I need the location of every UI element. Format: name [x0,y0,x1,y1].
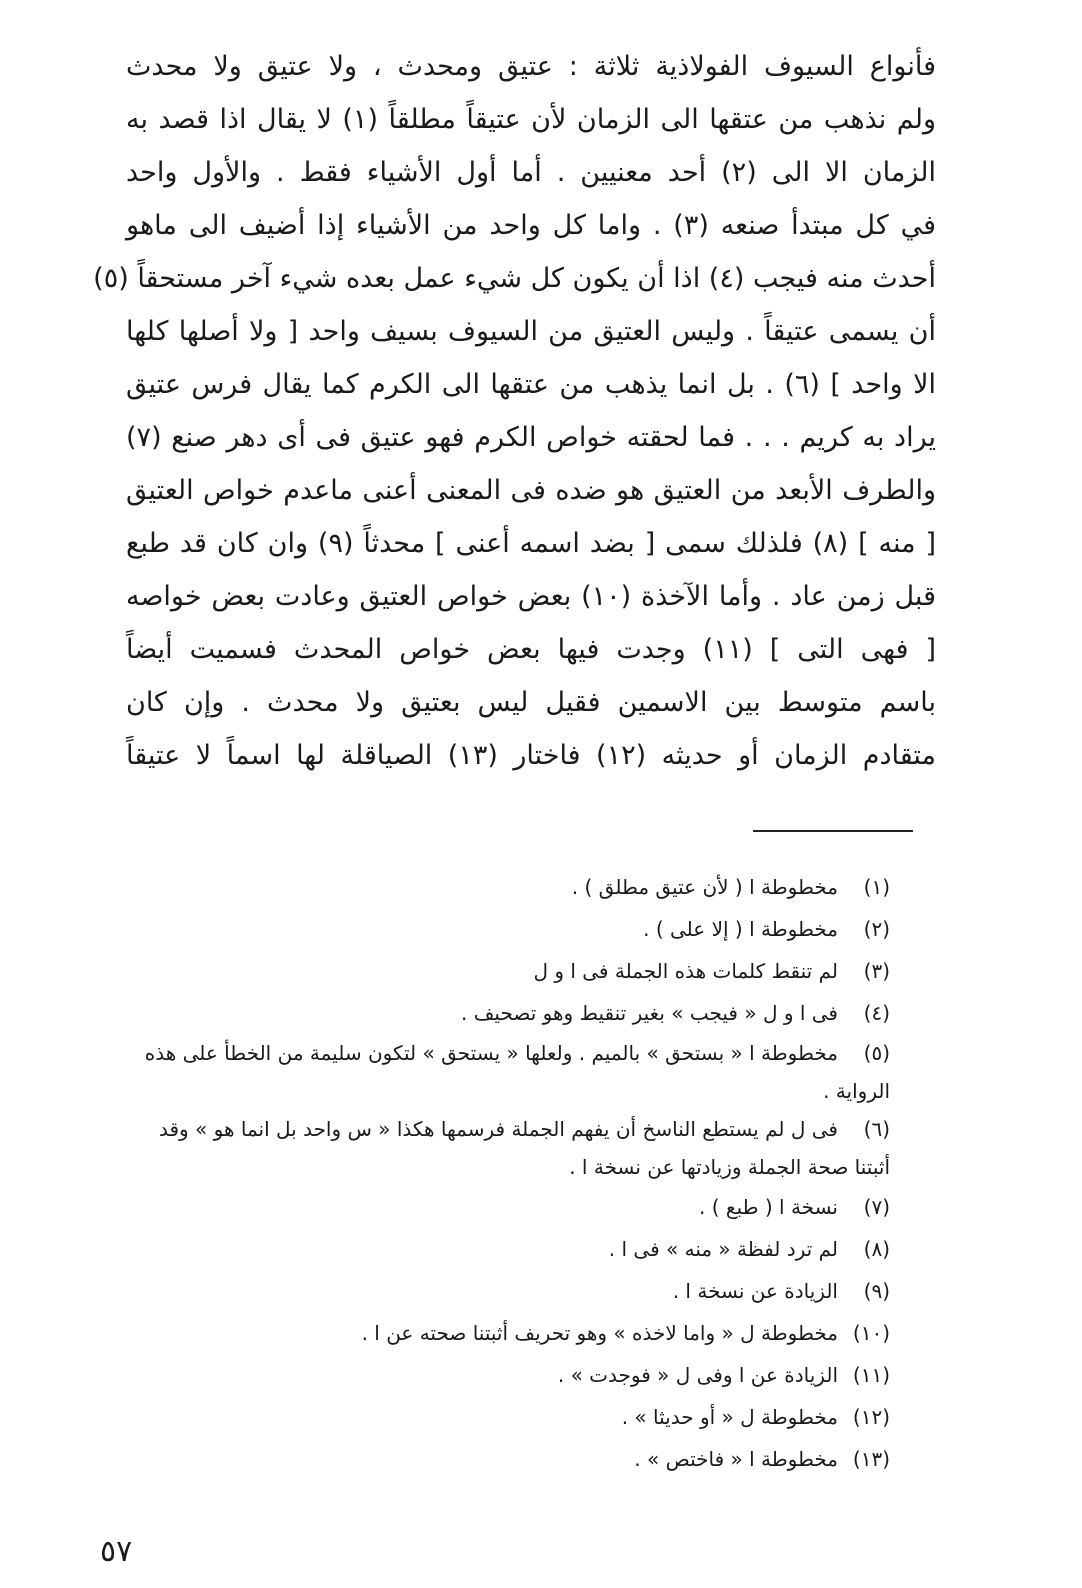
footnote-number: (١٣) [852,1447,890,1471]
footnote-text: مخطوطة ل « أو حديثا » . [621,1405,838,1429]
footnote-text: الزيادة عن ا وفى ل « فوجدت » . [557,1363,838,1387]
footnote-number: (١) [863,875,890,899]
footnote-text: الزيادة عن نسخة ا . [672,1279,838,1303]
footnote [120,950,890,992]
footnote [120,908,890,950]
page-number: ٥٧ [100,1534,133,1569]
footnote [120,1228,890,1270]
footnote-number: (٥) [863,1041,890,1065]
footnote [120,1270,890,1312]
footnote-text: لم تنقط كلمات هذه الجملة فى ا و ل [533,959,838,983]
footnote-number: (١٠) [852,1321,890,1345]
footnote-text: فى ا و ل « فيجب » بغير تنقيط وهو تصحيف . [460,1001,838,1025]
body-line: أن يسمى عتيقاً . وليس العتيق من السيوف بسيف واحد [ ولا أصلها كلها [126,316,936,347]
footnote [120,1312,890,1354]
footnote-text: فى ل لم يستطع الناسخ أن يفهم الجملة فرسمها هكذا « س واحد بل انما هو » وقد أثبتنا صحة الجملة وزيادتها عن نسخة ا . [158,1117,890,1179]
body-line: والطرف الأبعد من العتيق هو ضده فى المعنى أعنى ماعدم خواص العتيق [126,475,936,506]
body-line: يراد به كريم . . . فما لحقته خواص الكرم فهو عتيق فى أى دهر صنع (٧) [126,422,936,453]
body-line: الا واحد ] (٦) . بل انما يذهب من عتقها الى الكرم كما يقال فرس عتيق [126,369,936,400]
footnote-number: (٨) [863,1237,890,1261]
footnote [120,1110,890,1186]
footnote [120,866,890,908]
body-line: متقادم الزمان أو حديثه (١٢) فاختار (١٣) الصياقلة لها اسماً لا عتيقاً [126,740,936,771]
body-line: ولم نذهب من عتقها الى الزمان لأن عتيقاً مطلقاً (١) لا يقال اذا قصد به [126,104,936,135]
footnote-number: (١٢) [852,1405,890,1429]
body-line: [ منه ] (٨) فلذلك سمى [ بضد اسمه أعنى ] محدثاً (٩) وان كان قد طبع [126,528,937,559]
footnote-number: (٣) [863,959,890,983]
body-line: في كل مبتدأ صنعه (٣) . واما كل واحد من الأشياء إذا أضيف الى ماهو [126,210,936,241]
footnote-number: (٤) [863,1001,890,1025]
footnote-number: (٦) [863,1117,890,1141]
footnote [120,992,890,1034]
body-line: قبل زمن عاد . وأما الآخذة (١٠) بعض خواص العتيق وعادت بعض خواصه [126,581,936,612]
body-line: فأنواع السيوف الفولاذية ثلاثة : عتيق ومحدث ، ولا عتيق ولا محدث [126,51,936,82]
footnote-number: (٧) [863,1195,890,1219]
footnotes [120,866,890,1480]
footnote-text: نسخة ا ( طبع ) . [699,1195,838,1219]
footnote-number: (٢) [863,917,890,941]
body-line: الزمان الا الى (٢) أحد معنيين . أما أول الأشياء فقط . والأول واحد [126,157,936,188]
body-line: [ فهى التى ] (١١) وجدت فيها بعض خواص المحدث فسميت أيضاً [126,634,936,665]
footnote-text: مخطوطة ا « فاختص » . [634,1447,838,1471]
footnote [120,1354,890,1396]
footnote-number: (٩) [863,1279,890,1303]
footnote [120,1438,890,1480]
footnote-text: مخطوطة ا ( لأن عتيق مطلق ) . [571,875,838,899]
footnote [120,1034,890,1110]
footnote [120,1396,890,1438]
body-line: باسم متوسط بين الاسمين فقيل ليس بعتيق ولا محدث . وإن كان [126,687,936,718]
footnote-text: مخطوطة ا « بستحق » بالميم . ولعلها « يستحق » لتكون سليمة من الخطأ على هذه الرواية . [144,1041,890,1103]
footnote-text: مخطوطة ل « واما لاخذه » وهو تحريف أثبتنا صحته عن ا . [361,1321,838,1345]
footnote [120,1186,890,1228]
footnote-number: (١١) [852,1363,890,1387]
body-line: أحدث منه فيجب (٤) اذا أن يكون كل شيء عمل بعده شيء آخر مستحقاً (٥) [93,263,936,294]
footnote-text: مخطوطة ا ( إلا على ) . [643,917,838,941]
footnote-separator [753,830,913,832]
body-text [93,40,937,782]
footnote-text: لم ترد لفظة « منه » فى ا . [608,1237,838,1261]
